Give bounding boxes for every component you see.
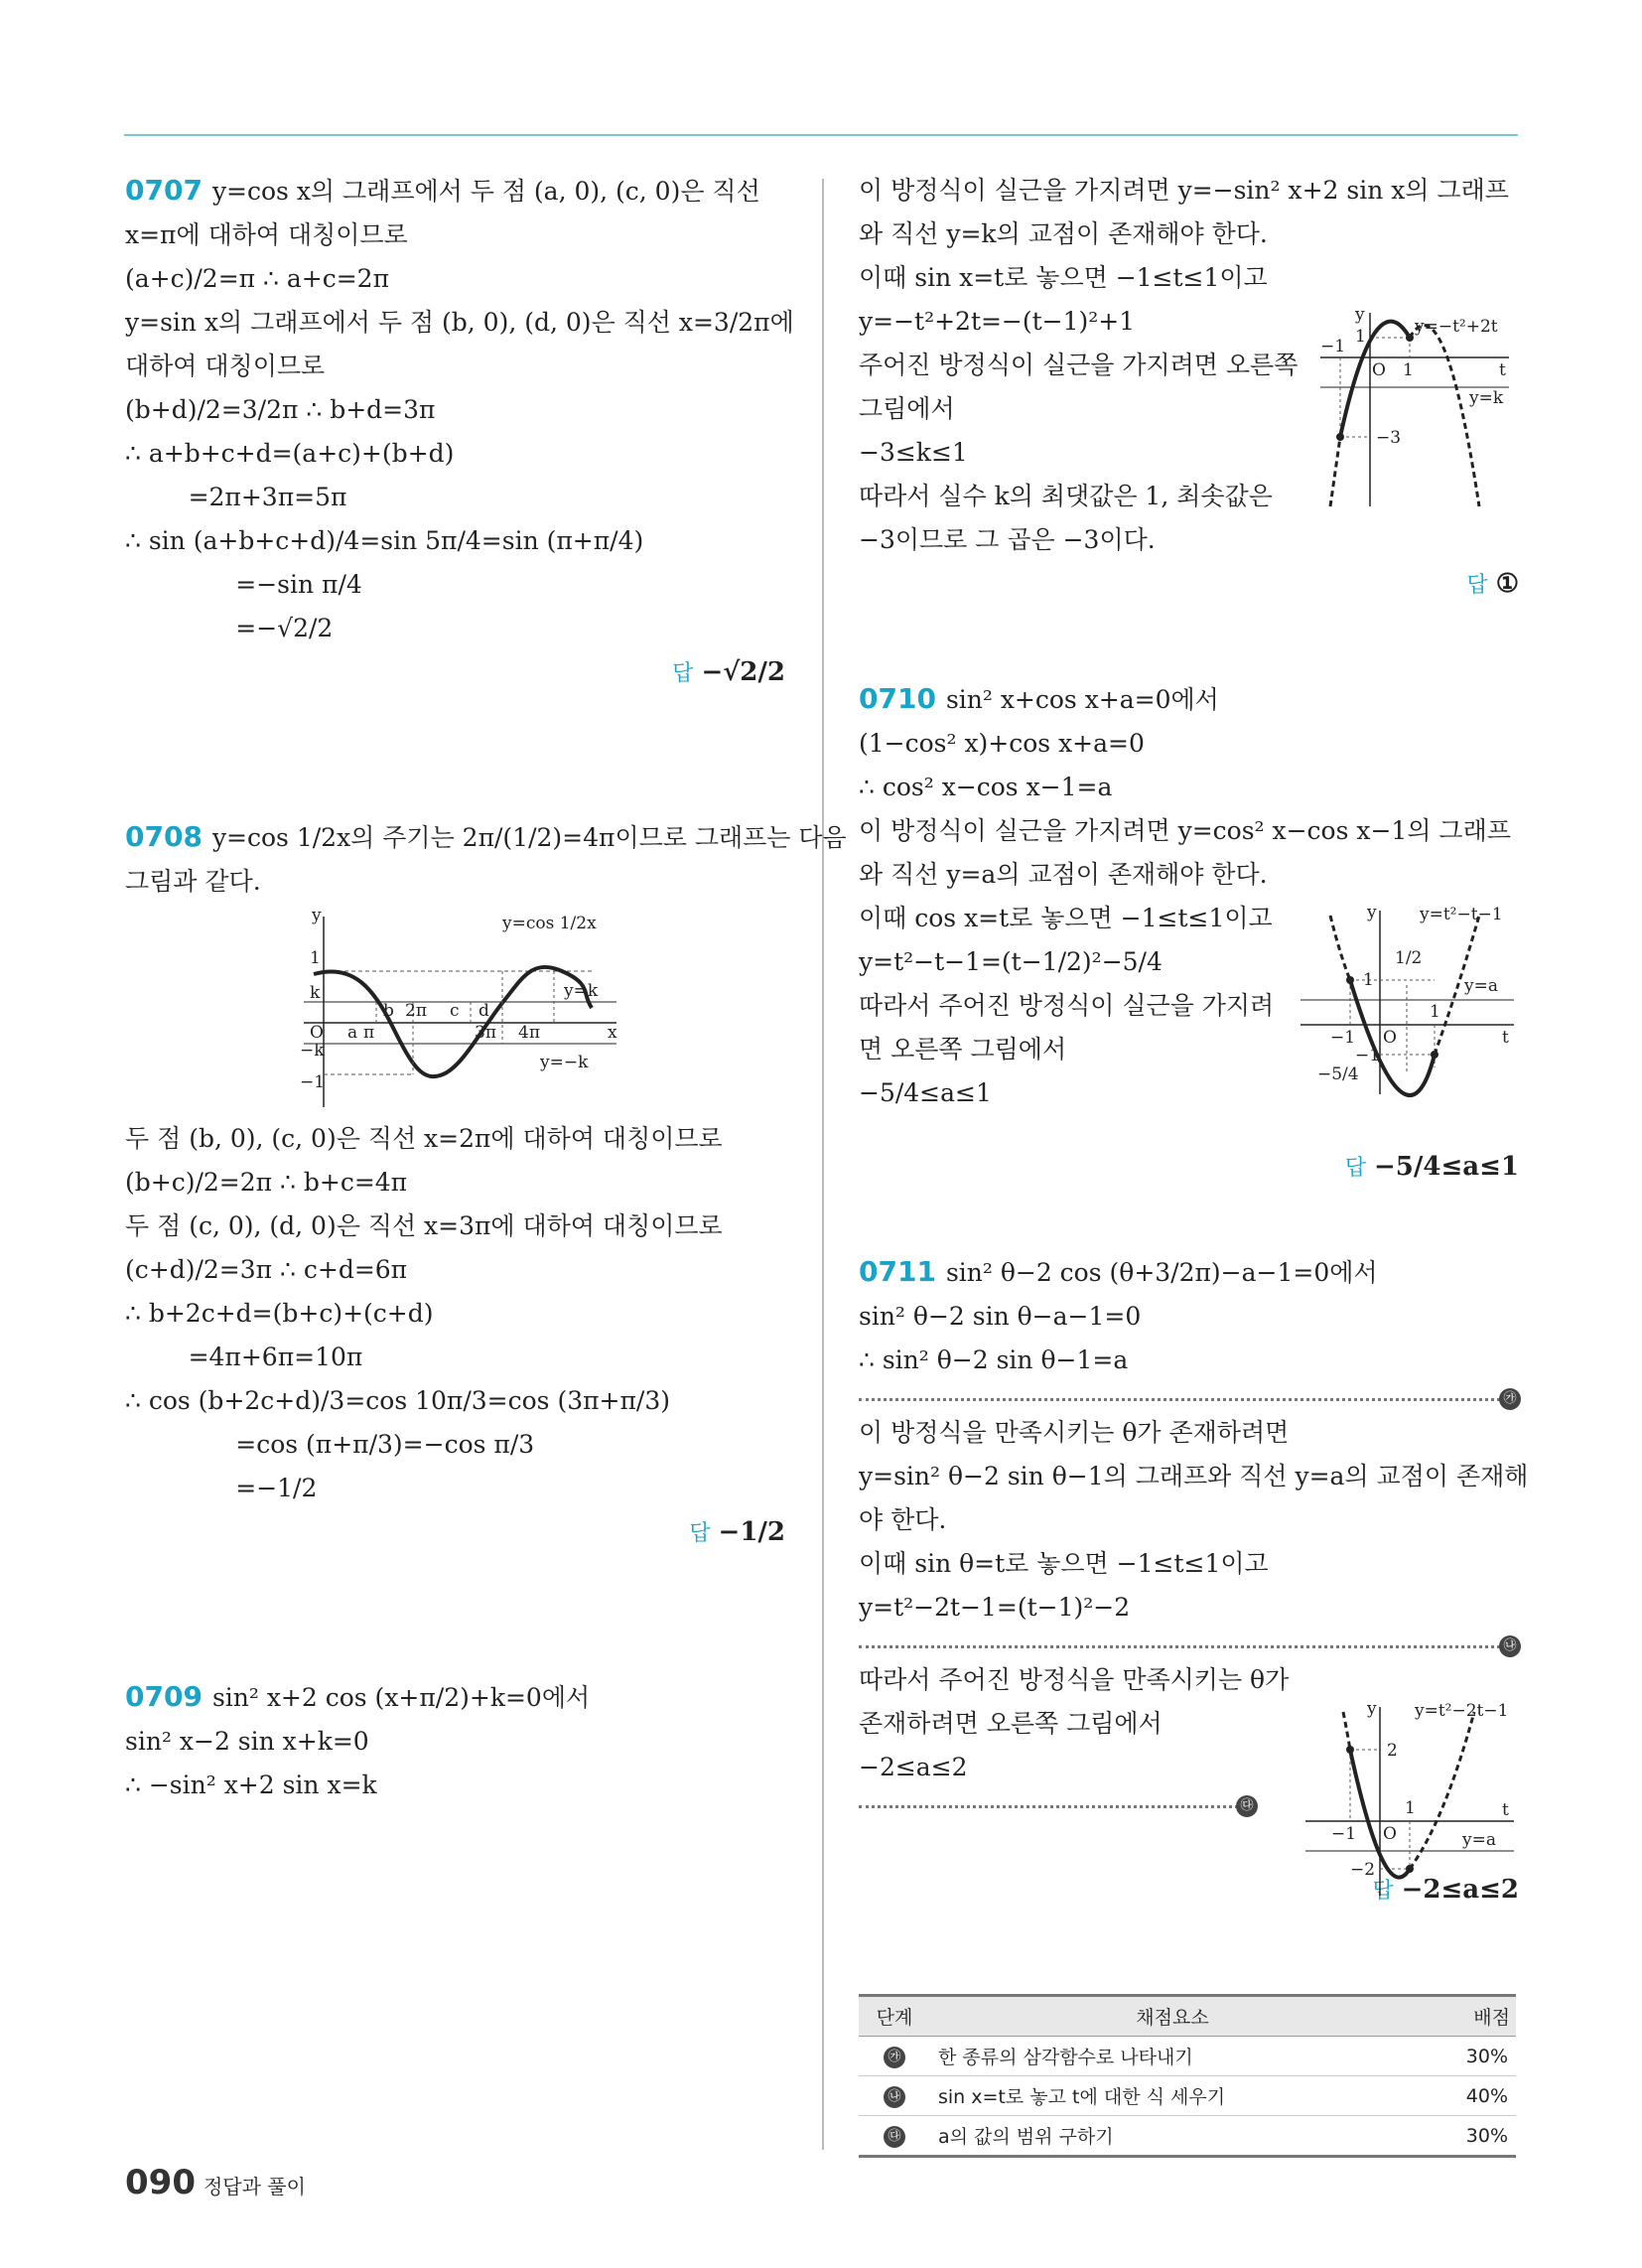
- text-line: y=sin x의 그래프에서 두 점 (b, 0), (d, 0)은 직선 x=3/2π에: [125, 308, 794, 337]
- problem-0707: [125, 169, 794, 696]
- text-line: ∴ sin² θ−2 sin θ−1=a: [859, 1346, 1129, 1374]
- problem-number: 0709: [125, 1680, 203, 1713]
- text-line: (a+c)/2=π ∴ a+c=2π: [125, 264, 390, 293]
- tick-three-pi: 3π: [475, 1023, 496, 1043]
- axis-y-label: y: [1367, 1702, 1377, 1719]
- text-line: y=sin² θ−2 sin θ−1의 그래프와 직선 y=a의 교점이 존재해: [859, 1462, 1529, 1490]
- tick-neg-three: −3: [1376, 428, 1402, 448]
- table-cell-item: 한 종류의 삼각함수로 나타내기: [930, 2037, 1415, 2076]
- text-line: 이 방정식이 실근을 가지려면 y=cos² x−cos x−1의 그래프: [859, 816, 1511, 845]
- tick-neg-one: −1: [1331, 1824, 1357, 1844]
- text-line: 와 직선 y=a의 교점이 존재해야 한다.: [859, 860, 1268, 889]
- origin-label: O: [1383, 1028, 1397, 1048]
- answer-value: −5/4≤a≤1: [1374, 1152, 1519, 1182]
- text-line: sin² θ−2 sin θ−a−1=0: [859, 1302, 1142, 1331]
- top-rule: [124, 134, 1518, 136]
- tick-one: 1: [1363, 970, 1374, 990]
- step-mark: ㉯: [884, 2086, 905, 2108]
- header-item: 채점요소: [930, 1996, 1415, 2037]
- answer-value: ①: [1495, 569, 1519, 599]
- text-line: =−1/2: [125, 1474, 318, 1502]
- problem-number: 0708: [125, 820, 203, 853]
- axis-t-label: t: [1502, 1800, 1509, 1820]
- cosine-graph: [294, 909, 621, 1112]
- table-cell-score: 40%: [1415, 2076, 1516, 2116]
- answer-value: −2≤a≤2: [1401, 1875, 1519, 1905]
- tick-neg-one: −1: [1320, 337, 1346, 356]
- answer-0709: [859, 562, 1519, 608]
- text-line: −5/4≤a≤1: [859, 1078, 992, 1107]
- table-cell-score: 30%: [1415, 2037, 1516, 2076]
- line-ya-label: y=a: [1462, 1830, 1496, 1850]
- tick-neg-k: −k: [300, 1041, 325, 1061]
- line-ya-label: y=a: [1464, 976, 1498, 996]
- table-cell-item: a의 값의 범위 구하기: [930, 2116, 1415, 2157]
- text-line: sin² x+cos x+a=0에서: [945, 685, 1219, 714]
- text-line: sin² θ−2 cos (θ+3/2π)−a−1=0에서: [945, 1258, 1378, 1287]
- curve-label: y=t²−2t−1: [1415, 1702, 1509, 1721]
- text-line: sin² x+2 cos (x+π/2)+k=0에서: [211, 1683, 591, 1712]
- tick-two: 2: [1387, 1741, 1398, 1761]
- origin-label: O: [1383, 1824, 1397, 1844]
- parabola-graph-0710: [1296, 906, 1519, 1099]
- origin-label: O: [1372, 360, 1386, 380]
- header-score: 배점: [1415, 1996, 1516, 2037]
- page-number: 090: [125, 2163, 196, 2202]
- tick-c: c: [450, 1001, 460, 1021]
- text-line: 두 점 (c, 0), (d, 0)은 직선 x=3π에 대하여 대칭이므로: [125, 1211, 723, 1240]
- tick-two-pi: 2π: [405, 1001, 427, 1021]
- table-row: [859, 2076, 1516, 2116]
- line-yk-label: y=k: [564, 981, 599, 1001]
- answer-label: 답: [1344, 1156, 1367, 1181]
- page-footer: [125, 2163, 306, 2202]
- tick-k: k: [310, 983, 321, 1003]
- text-line: =cos (π+π/3)=−cos π/3: [125, 1430, 535, 1459]
- line-yk-label: y=k: [1469, 388, 1504, 408]
- text-line: (1−cos² x)+cos x+a=0: [859, 729, 1145, 758]
- text-line: 면 오른쪽 그림에서: [859, 1035, 1067, 1063]
- text-line: ∴ −sin² x+2 sin x=k: [125, 1771, 377, 1799]
- parabola-graph-0711: [1296, 1702, 1519, 1901]
- tick-pi: π: [363, 1023, 375, 1043]
- answer-label: 답: [1466, 573, 1488, 598]
- text-line: 따라서 실수 k의 최댓값은 1, 최솟값은: [859, 482, 1273, 510]
- curve-label: y=−t²+2t: [1415, 317, 1498, 337]
- tick-neg-one: −1: [300, 1072, 326, 1092]
- step-divider-b: [859, 1638, 1519, 1653]
- text-line: 이때 sin x=t로 놓으면 −1≤t≤1이고: [859, 263, 1268, 292]
- answer-value: −√2/2: [701, 657, 785, 687]
- text-line: 따라서 주어진 방정식이 실근을 가지려: [859, 991, 1275, 1020]
- text-line: ∴ cos² x−cos x−1=a: [859, 773, 1113, 801]
- problem-0709-continued: [859, 169, 1519, 608]
- axis-y-label: y: [312, 909, 322, 925]
- problem-0711: [859, 1250, 1529, 1914]
- table-row: [859, 2116, 1516, 2157]
- text-line: (b+c)/2=2π ∴ b+c=4π: [125, 1168, 408, 1197]
- tick-one: 1: [1355, 327, 1366, 347]
- parabola-graph-0709: [1310, 308, 1519, 511]
- tick-one: 1: [1405, 1798, 1416, 1818]
- problem-number: 0707: [125, 174, 203, 207]
- step-mark: ㉯: [1499, 1635, 1521, 1657]
- origin-label: O: [310, 1023, 324, 1043]
- right-column: [859, 169, 1529, 1914]
- problem-number: 0711: [859, 1255, 936, 1288]
- table-row: [859, 2037, 1516, 2076]
- text-line: 이때 sin θ=t로 놓으면 −1≤t≤1이고: [859, 1549, 1269, 1578]
- text-line: =−√2/2: [125, 614, 334, 642]
- tick-d: d: [479, 1001, 489, 1021]
- tick-one-t: 1: [1403, 360, 1414, 380]
- axis-y-label: y: [1355, 308, 1365, 325]
- step-divider-c: [859, 1798, 1256, 1813]
- tick-one: 1: [310, 948, 321, 968]
- text-line: (b+d)/2=3/2π ∴ b+d=3π: [125, 395, 436, 424]
- text-line: ∴ b+2c+d=(b+c)+(c+d): [125, 1299, 434, 1328]
- text-line: ∴ sin (a+b+c+d)/4=sin 5π/4=sin (π+π/4): [125, 526, 644, 555]
- problem-0710: [859, 677, 1519, 1191]
- answer-0710: [859, 1145, 1519, 1191]
- tick-neg-two: −2: [1350, 1860, 1376, 1880]
- tick-neg-five-four: −5/4: [1317, 1064, 1359, 1084]
- text-line: −3≤k≤1: [859, 438, 968, 467]
- table-cell-item: sin x=t로 놓고 t에 대한 식 세우기: [930, 2076, 1415, 2116]
- left-column: [125, 169, 847, 1807]
- curve-label: y=t²−t−1: [1420, 906, 1503, 924]
- tick-b: b: [383, 1001, 394, 1021]
- curve-label: y=cos 1/2x: [502, 914, 597, 933]
- answer-label: 답: [689, 1521, 711, 1546]
- text-line: 와 직선 y=k의 교점이 존재해야 한다.: [859, 219, 1268, 248]
- text-line: 그림과 같다.: [125, 867, 261, 896]
- step-mark: ㉰: [884, 2126, 905, 2148]
- step-mark: ㉮: [884, 2047, 905, 2068]
- text-line: =2π+3π=5π: [125, 483, 347, 511]
- axis-t-label: t: [1502, 1028, 1509, 1048]
- text-line: 이 방정식을 만족시키는 θ가 존재하려면: [859, 1418, 1290, 1447]
- text-line: y=t²−2t−1=(t−1)²−2: [859, 1593, 1131, 1622]
- text-line: sin² x−2 sin x+k=0: [125, 1727, 369, 1756]
- tick-one-t: 1: [1430, 1002, 1440, 1022]
- text-line: x=π에 대하여 대칭이므로: [125, 220, 408, 249]
- text-line: 따라서 주어진 방정식을 만족시키는 θ가: [859, 1665, 1290, 1694]
- problem-0709-start: [125, 1675, 785, 1807]
- text-line: 이때 cos x=t로 놓으면 −1≤t≤1이고: [859, 904, 1273, 932]
- tick-half: 1/2: [1395, 948, 1423, 968]
- text-line: y=cos x의 그래프에서 두 점 (a, 0), (c, 0)은 직선: [211, 177, 760, 206]
- text-line: =−sin π/4: [125, 570, 362, 599]
- tick-four-pi: 4π: [518, 1023, 540, 1043]
- text-line: 그림에서: [859, 394, 955, 423]
- text-line: −2≤a≤2: [859, 1753, 968, 1781]
- text-line: =4π+6π=10π: [125, 1343, 363, 1371]
- problem-number: 0710: [859, 682, 936, 715]
- tick-neg-one-t: −1: [1330, 1028, 1356, 1048]
- text-line: ∴ a+b+c+d=(a+c)+(b+d): [125, 439, 455, 468]
- text-line: y=−t²+2t=−(t−1)²+1: [859, 307, 1136, 336]
- text-line: 주어진 방정식이 실근을 가지려면 오른쪽: [859, 351, 1299, 379]
- tick-neg-one: −1: [1355, 1046, 1381, 1065]
- axis-x-label: x: [608, 1023, 617, 1043]
- text-line: 야 한다.: [859, 1505, 947, 1534]
- problem-0708: [125, 815, 847, 1556]
- table-cell-score: 30%: [1415, 2116, 1516, 2157]
- answer-label: 답: [672, 661, 694, 686]
- scoring-table: [859, 1994, 1516, 2158]
- axis-y-label: y: [1367, 906, 1377, 922]
- text-line: y=t²−t−1=(t−1/2)²−5/4: [859, 947, 1163, 976]
- text-line: 존재하려면 오른쪽 그림에서: [859, 1709, 1163, 1738]
- table-header-row: [859, 1996, 1516, 2037]
- line-ynk-label: y=−k: [540, 1053, 589, 1072]
- axis-t-label: t: [1499, 360, 1506, 380]
- step-mark: ㉮: [1499, 1388, 1521, 1410]
- answer-label: 답: [1372, 1879, 1394, 1904]
- text-line: −3이므로 그 곱은 −3이다.: [859, 525, 1156, 554]
- text-line: ∴ cos (b+2c+d)/3=cos 10π/3=cos (3π+π/3): [125, 1386, 670, 1415]
- text-line: 이 방정식이 실근을 가지려면 y=−sin² x+2 sin x의 그래프: [859, 176, 1509, 205]
- tick-a: a: [347, 1023, 358, 1043]
- step-mark: ㉰: [1236, 1795, 1258, 1817]
- answer-value: −1/2: [718, 1517, 785, 1547]
- text-line: 대하여 대칭이므로: [125, 352, 326, 380]
- column-divider: [822, 179, 824, 2150]
- answer-0707: [125, 650, 785, 696]
- graph-0708-container: [125, 904, 785, 1117]
- text-line: 두 점 (b, 0), (c, 0)은 직선 x=2π에 대하여 대칭이므로: [125, 1124, 723, 1153]
- step-divider-a: [859, 1391, 1519, 1406]
- text-line: (c+d)/2=3π ∴ c+d=6π: [125, 1255, 408, 1284]
- footer-title: 정답과 풀이: [203, 2175, 306, 2198]
- answer-0708: [125, 1510, 785, 1556]
- text-line: y=cos 1/2x의 주기는 2π/(1/2)=4π이므로 그래프는 다음: [211, 823, 847, 852]
- header-step: 단계: [859, 1996, 930, 2037]
